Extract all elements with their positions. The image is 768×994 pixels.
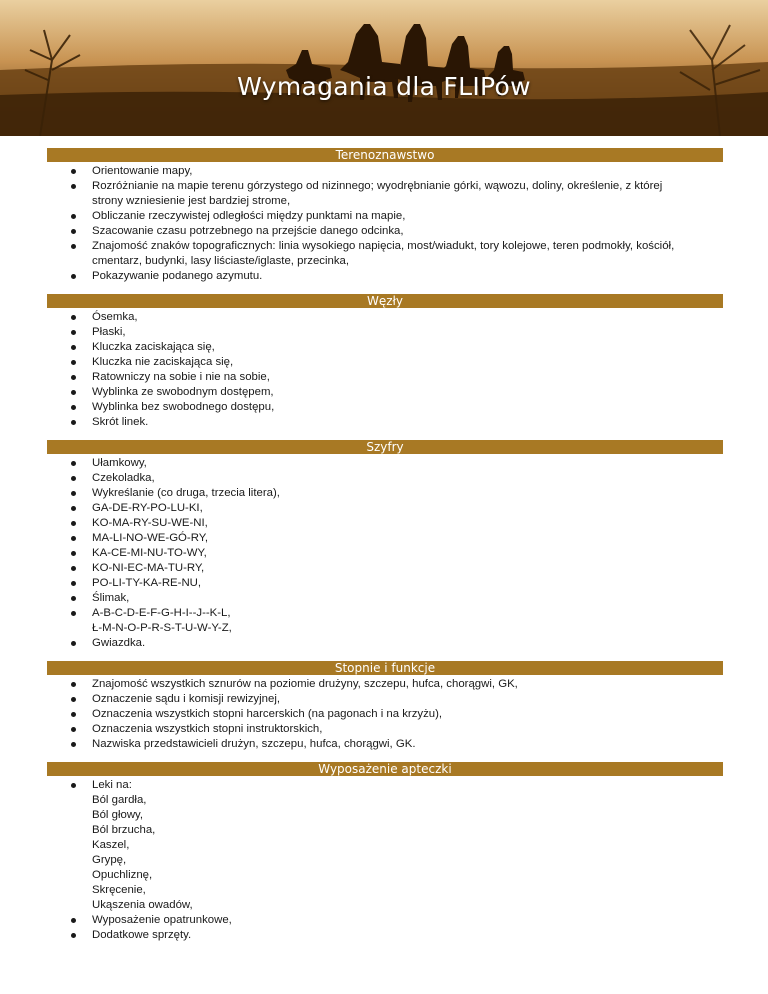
bullet-icon <box>71 918 76 923</box>
section-header-wyposazenie-apteczki: Wyposażenie apteczki <box>47 762 723 776</box>
bullet-icon <box>71 461 76 466</box>
list-item: Ósemka, <box>47 310 723 325</box>
list-item: Kluczka zaciskająca się, <box>47 340 723 355</box>
section-list-wezly <box>47 310 723 430</box>
bullet-icon <box>71 229 76 234</box>
list-item: Dodatkowe sprzęty. <box>47 928 723 943</box>
list-item: Nazwiska przedstawicieli drużyn, szczepu, hufca, chorągwi, GK. <box>47 737 723 752</box>
section-header-terenoznawstwo: Terenoznawstwo <box>47 148 723 162</box>
list-item: Wyposażenie opatrunkowe, <box>47 913 723 928</box>
list-item: Czekoladka, <box>47 471 723 486</box>
section-list-terenoznawstwo <box>47 164 723 284</box>
bullet-icon <box>71 214 76 219</box>
bullet-icon <box>71 611 76 616</box>
list-item: Oznaczenia wszystkich stopni harcerskich (na pagonach i na krzyżu), <box>47 707 723 722</box>
section-list-stopnie-i-funkcje <box>47 677 723 752</box>
bullet-icon <box>71 184 76 189</box>
list-item: MA-LI-NO-WE-GÓ-RY, <box>47 531 723 546</box>
list-item: Ślimak, <box>47 591 723 606</box>
bullet-icon <box>71 390 76 395</box>
bullet-icon <box>71 476 76 481</box>
bullet-icon <box>71 491 76 496</box>
bullet-icon <box>71 360 76 365</box>
bullet-icon <box>71 641 76 646</box>
bullet-icon <box>71 933 76 938</box>
bullet-icon <box>71 596 76 601</box>
bullet-icon <box>71 244 76 249</box>
bullet-icon <box>71 375 76 380</box>
bullet-icon <box>71 566 76 571</box>
list-item: Skrót linek. <box>47 415 723 430</box>
list-item: Płaski, <box>47 325 723 340</box>
list-item: Pokazywanie podanego azymutu. <box>47 269 723 284</box>
list-item: Szacowanie czasu potrzebnego na przejście danego odcinka, <box>47 224 723 239</box>
list-item: Ułamkowy, <box>47 456 723 471</box>
riders-silhouette-image <box>0 0 768 136</box>
list-item: Rozróżnianie na mapie terenu górzystego od nizinnego; wyodrębnianie górki, wąwozu, doliny, określenie, z której strony wzniesienie jest bardziej strome, <box>47 179 723 209</box>
section-header-wezly: Węzły <box>47 294 723 308</box>
list-item: Znajomość znaków topograficznych: linia wysokiego napięcia, most/wiadukt, tory kolejowe, teren podmokły, kościół, cmentarz, budynki, lasy liściaste/iglaste, przecinka, <box>47 239 723 269</box>
bullet-icon <box>71 581 76 586</box>
requirements-document <box>47 148 723 953</box>
bullet-icon <box>71 682 76 687</box>
list-item: Obliczanie rzeczywistej odległości między punktami na mapie, <box>47 209 723 224</box>
bullet-icon <box>71 742 76 747</box>
list-item: PO-LI-TY-KA-RE-NU, <box>47 576 723 591</box>
list-item: Kluczka nie zaciskająca się, <box>47 355 723 370</box>
bullet-icon <box>71 551 76 556</box>
bullet-icon <box>71 169 76 174</box>
header-banner <box>0 0 768 136</box>
bullet-icon <box>71 330 76 335</box>
bullet-icon <box>71 536 76 541</box>
bullet-icon <box>71 521 76 526</box>
list-item: KO-MA-RY-SU-WE-NI, <box>47 516 723 531</box>
list-item: Leki na: Ból gardła, Ból głowy, Ból brzucha, Kaszel, Grypę, Opuchliznę, Skręcenie, Ukąszenia owadów, <box>47 778 723 913</box>
bullet-icon <box>71 697 76 702</box>
list-item: Znajomość wszystkich sznurów na poziomie drużyny, szczepu, hufca, chorągwi, GK, <box>47 677 723 692</box>
list-item: Oznaczenia wszystkich stopni instruktorskich, <box>47 722 723 737</box>
page-title: Wymagania dla FLIPów <box>237 72 531 101</box>
list-item: Oznaczenie sądu i komisji rewizyjnej, <box>47 692 723 707</box>
list-item: A-B-C-D-E-F-G-H-I--J--K-L, Ł-M-N-O-P-R-S-T-U-W-Y-Z, <box>47 606 723 636</box>
bullet-icon <box>71 727 76 732</box>
section-list-szyfry <box>47 456 723 651</box>
list-item: KA-CE-MI-NU-TO-WY, <box>47 546 723 561</box>
bullet-icon <box>71 345 76 350</box>
list-item: Orientowanie mapy, <box>47 164 723 179</box>
bullet-icon <box>71 506 76 511</box>
list-item: Wyblinka bez swobodnego dostępu, <box>47 400 723 415</box>
section-header-szyfry: Szyfry <box>47 440 723 454</box>
bullet-icon <box>71 315 76 320</box>
list-item: GA-DE-RY-PO-LU-KI, <box>47 501 723 516</box>
bullet-icon <box>71 405 76 410</box>
bullet-icon <box>71 420 76 425</box>
list-item: Wyblinka ze swobodnym dostępem, <box>47 385 723 400</box>
list-item: Wykreślanie (co druga, trzecia litera), <box>47 486 723 501</box>
section-list-wyposazenie-apteczki <box>47 778 723 943</box>
bullet-icon <box>71 274 76 279</box>
section-header-stopnie-i-funkcje: Stopnie i funkcje <box>47 661 723 675</box>
bullet-icon <box>71 783 76 788</box>
list-item: Ratowniczy na sobie i nie na sobie, <box>47 370 723 385</box>
bullet-icon <box>71 712 76 717</box>
list-item: Gwiazdka. <box>47 636 723 651</box>
list-item: KO-NI-EC-MA-TU-RY, <box>47 561 723 576</box>
